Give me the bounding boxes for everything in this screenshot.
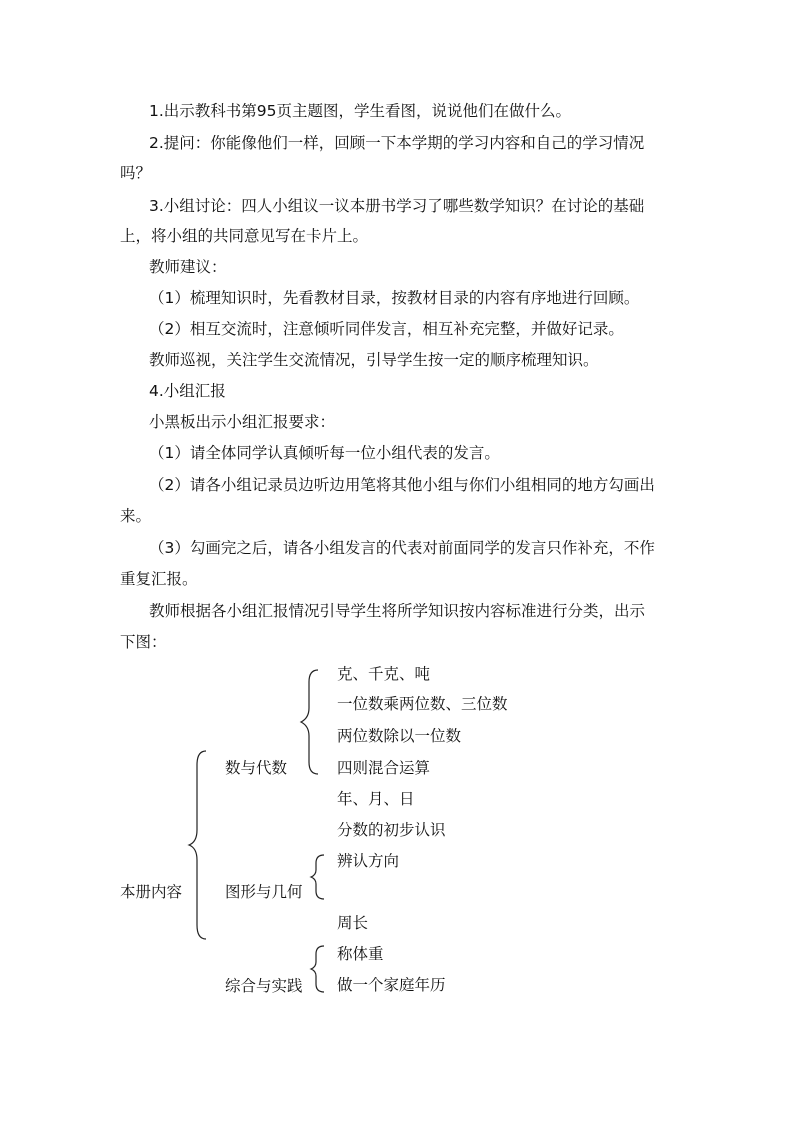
practice-item: 做一个家庭年历 [337,976,446,994]
paragraph-teacher-advice: 教师建议： [149,258,227,276]
paragraph-group-report-heading: 4.小组汇报 [149,382,226,400]
practice-item: 称体重 [337,945,384,963]
paragraph-2-line-2: 吗？ [120,164,152,182]
paragraph-requirement-2-line-2: 来。 [120,507,152,525]
paragraph-advice-2: （2）相互交流时，注意倾听同伴发言，相互补充完整，并做好记录。 [149,320,624,338]
branch-label-algebra: 数与代数 [225,759,288,777]
paragraph-requirement-1: （1）请全体同学认真倾听每一位小组代表的发言。 [149,444,500,462]
paragraph-2-line-1: 2.提问：你能像他们一样，回顾一下本学期的学习内容和自己的学习情况 [149,134,645,152]
algebra-item: 一位数乘两位数、三位数 [337,695,508,713]
algebra-item: 年、月、日 [337,790,415,808]
paragraph-3-line-2: 上，将小组的共同意见写在卡片上。 [120,227,369,245]
algebra-item: 克、千克、吨 [337,665,431,683]
geometry-brace [311,855,324,899]
branch-label-practice: 综合与实践 [225,977,303,995]
paragraph-requirement-3-line-2: 重复汇报。 [120,570,198,588]
paragraph-advice-1: （1）梳理知识时，先看教材目录，按教材目录的内容有序地进行回顾。 [149,289,640,307]
algebra-brace [301,670,318,774]
practice-brace [311,946,324,992]
paragraph-requirement-2-line-1: （2）请各小组记录员边听边用笔将其他小组与你们小组相同的地方勾画出 [149,476,655,494]
branch-label-geometry: 图形与几何 [225,883,303,901]
algebra-item: 四则混合运算 [337,759,431,777]
tree-root-label: 本册内容 [120,883,183,901]
algebra-item: 分数的初步认识 [337,821,446,839]
paragraph-requirement-3-line-1: （3）勾画完之后，请各小组发言的代表对前面同学的发言只作补充，不作 [149,539,655,557]
paragraph-blackboard: 小黑板出示小组汇报要求： [149,413,336,431]
paragraph-classify-line-2: 下图： [120,633,167,651]
paragraph-1: 1.出示教科书第95页主题图，学生看图，说说他们在做什么。 [149,102,572,120]
paragraph-classify-line-1: 教师根据各小组汇报情况引导学生将所学知识按内容标准进行分类，出示 [149,602,646,620]
paragraph-teacher-patrol: 教师巡视，关注学生交流情况，引导学生按一定的顺序梳理知识。 [149,351,599,369]
geometry-item: 辨认方向 [337,852,400,870]
root-brace [189,751,206,939]
geometry-item: 周长 [337,914,369,932]
paragraph-3-line-1: 3.小组讨论：四人小组议一议本册书学习了哪些数学知识？在讨论的基础 [149,197,645,215]
algebra-item: 两位数除以一位数 [337,727,462,745]
